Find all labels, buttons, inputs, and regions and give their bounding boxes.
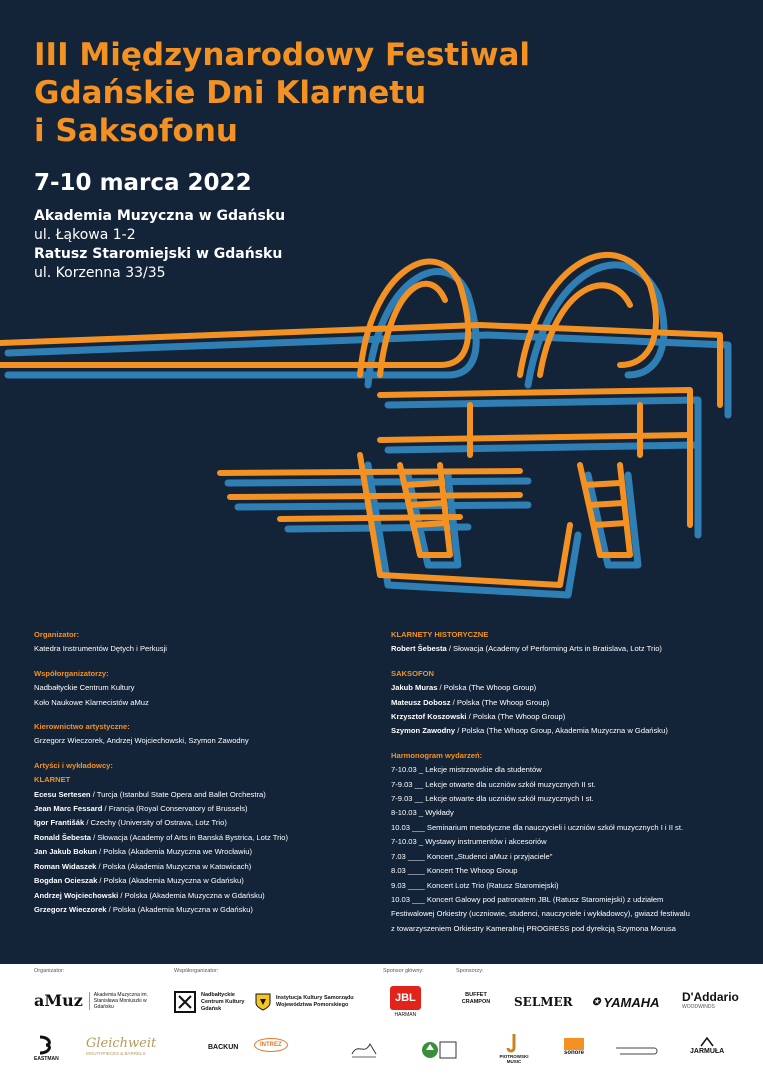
- sponsor-logo-9: [614, 1040, 660, 1058]
- artists-heading: Artyści i wykładowcy:: [34, 760, 113, 770]
- main-sponsor-label: Sponsor główny:: [383, 968, 424, 974]
- artist-entry: Ecesu Sertesen / Turcja (Istanbul State Opera and Ballet Orchestra): [34, 789, 266, 799]
- organizer-label: Organizator:: [34, 968, 65, 974]
- sponsors-bar: [0, 964, 763, 1080]
- schedule-item: 10.03 ___ Seminarium metodyczne dla nauczycieli i uczniów szkół muzycznych I i II st.: [391, 822, 684, 832]
- artist-entry: Mateusz Dobosz / Polska (The Whoop Group): [391, 697, 550, 707]
- yamaha-logo: ✪ YAMAHA: [592, 995, 660, 1010]
- artist-entry: Grzegorz Wieczorek / Polska (Akademia Muzyczna w Gdańsku): [34, 904, 253, 914]
- artist-entry: Jan Jakub Bokun / Polska (Akademia Muzyczna we Wrocławiu): [34, 847, 253, 857]
- schedule-item: 7-9.03 __ Lekcje otwarte dla uczniów szkół muzycznych II st.: [391, 779, 596, 789]
- venue-2-address: ul. Korzenna 33/35: [34, 265, 166, 281]
- eastman-logo: EASTMAN: [34, 1034, 59, 1062]
- artist-entry: Szymon Zawodny / Polska (The Whoop Group, Akademia Muzyczna w Gdańsku): [391, 726, 668, 736]
- schedule-heading: Harmonogram wydarzeń:: [391, 750, 483, 760]
- schedule-item: 9.03 ____ Koncert Lotz Trio (Ratusz Staromiejski): [391, 880, 559, 890]
- selmer-logo: SELMER: [514, 995, 573, 1009]
- schedule-item: Festiwalowej Orkiestry (uczniowie, studenci, nauczyciele i wykładowcy), gwiazd festiwalu: [391, 909, 690, 919]
- artist-entry: Bogdan Ocieszak / Polska (Akademia Muzyczna w Gdańsku): [34, 876, 244, 886]
- sponsor-logo-5: [350, 1038, 378, 1060]
- title-line-2: Gdańskie Dni Klarnetu: [34, 75, 427, 111]
- info-left-column: [34, 628, 374, 917]
- piotrowski-icon: [504, 1032, 524, 1054]
- jarmula-logo: JARMUŁA: [690, 1036, 724, 1055]
- coorganizer-label: Współorganizator:: [174, 968, 219, 974]
- artist-entry: Jakub Muras / Polska (The Whoop Group): [391, 683, 537, 693]
- schedule-item: 8-10.03 _ Wykłady: [391, 808, 454, 818]
- clarinet-keys-illustration: [0, 225, 763, 615]
- artist-entry: Krzysztof Koszowski / Polska (The Whoop Group): [391, 712, 566, 722]
- eastman-icon: [36, 1034, 56, 1056]
- venue-1-address: ul. Łąkowa 1-2: [34, 227, 136, 243]
- nck-logo: Nadbałtyckie Centrum Kultury Gdańsk: [174, 991, 259, 1013]
- jarmula-icon: [699, 1036, 715, 1048]
- venue-1-name: Akademia Muzyczna w Gdańsku: [34, 208, 286, 224]
- sponsors-label: Sponsorzy:: [456, 968, 484, 974]
- info-right-column: [391, 628, 751, 936]
- schedule-item: 8.03 ____ Koncert The Whoop Group: [391, 866, 518, 876]
- title-line-1: III Międzynarodowy Festiwal: [34, 37, 531, 73]
- intrez-logo: INTREZ: [254, 1038, 288, 1052]
- artist-entry: Andrzej Wojciechowski / Polska (Akademia Muzyczna w Gdańsku): [34, 890, 265, 900]
- sonore-mark-icon: [564, 1038, 584, 1050]
- gleichweit-logo: Gleichweit MOUTHPIECES & BARRELS: [86, 1036, 157, 1056]
- clarinet-heading: KLARNET: [34, 775, 71, 785]
- schedule-item: 7-10.03 _ Lekcje mistrzowskie dla studentów: [391, 765, 542, 775]
- schedule-item: 7-9.03 __ Lekcje otwarte dla uczniów szkół muzycznych I st.: [391, 794, 594, 804]
- historic-clarinets-heading: KLARNETY HISTORYCZNE: [391, 630, 489, 639]
- venue-2-name: Ratusz Staromiejski w Gdańsku: [34, 246, 283, 262]
- daddario-logo: D'Addario WOODWINDS: [682, 990, 739, 1010]
- organizer-name: Katedra Instrumentów Dętych i Perkusji: [34, 644, 167, 654]
- festival-dates: 7-10 marca 2022: [34, 170, 252, 196]
- schedule-item: z towarzyszeniem Orkiestry Kameralnej PROGRESS pod dyrekcją Szymona Morusa: [391, 923, 676, 933]
- artist-entry: Roman Widaszek / Polska (Akademia Muzyczna w Katowicach): [34, 861, 252, 871]
- ik-logo: Instytucja Kultury Samorządu Województwa Pomorskiego: [255, 993, 362, 1011]
- yamaha-tuning-fork-icon: ✪: [592, 997, 601, 1008]
- artistic-direction-heading: Kierownictwo artystyczne:: [34, 722, 130, 732]
- organizer-heading: Organizator:: [34, 630, 80, 639]
- artistic-directors: Grzegorz Wieczorek, Andrzej Wojciechowski, Szymon Zawodny: [34, 736, 249, 746]
- artist-entry: Robert Šebesta / Słowacja (Academy of Performing Arts in Bratislava, Lotz Trio): [391, 644, 662, 654]
- coorganizer-1: Nadbałtyckie Centrum Kultury: [34, 683, 135, 693]
- amuz-logo: aMuz Akademia Muzyczna im. Stanisława Moniuszki w Gdańsku: [34, 991, 153, 1010]
- nck-icon: [174, 991, 196, 1013]
- sponsor-logo-6: [420, 1036, 458, 1064]
- coorganizer-2: Koło Naukowe Klarnecistów aMuz: [34, 697, 149, 707]
- festival-title: [34, 36, 634, 150]
- saxophone-heading: SAKSOFON: [391, 668, 435, 678]
- title-line-3: i Saksofonu: [34, 113, 238, 149]
- artist-entry: Ronald Šebesta / Słowacja (Academy of Arts in Banská Bystrica, Lotz Trio): [34, 832, 289, 842]
- buffet-crampon-logo: BUFFET CRAMPON: [461, 992, 491, 1005]
- artist-entry: Igor Františák / Czechy (University of Ostrava, Lotz Trio): [34, 818, 227, 828]
- schedule-item: 10.03 ___ Koncert Galowy pod patronatem JBL (Ratusz Staromiejski) z udziałem: [391, 894, 664, 904]
- coorganizers-heading: Współorganizatorzy:: [34, 668, 109, 678]
- backun-logo: BACKUN: [208, 1044, 239, 1051]
- schedule-item: 7.03 ____ Koncert „Studenci aMuz i przyjaciele": [391, 851, 553, 861]
- piotrowski-music-logo: PIOTROWSKI MUSIC: [496, 1032, 532, 1064]
- pomorskie-crest-icon: [255, 993, 271, 1011]
- sonore-logo: sonore: [564, 1038, 584, 1056]
- schedule-item: 7-10.03 _ Wystawy instrumentów i akcesoriów: [391, 837, 547, 847]
- artist-entry: Jean Marc Fessard / Francja (Royal Conservatory of Brussels): [34, 804, 248, 814]
- jbl-logo: JBL HARMAN: [390, 986, 421, 1018]
